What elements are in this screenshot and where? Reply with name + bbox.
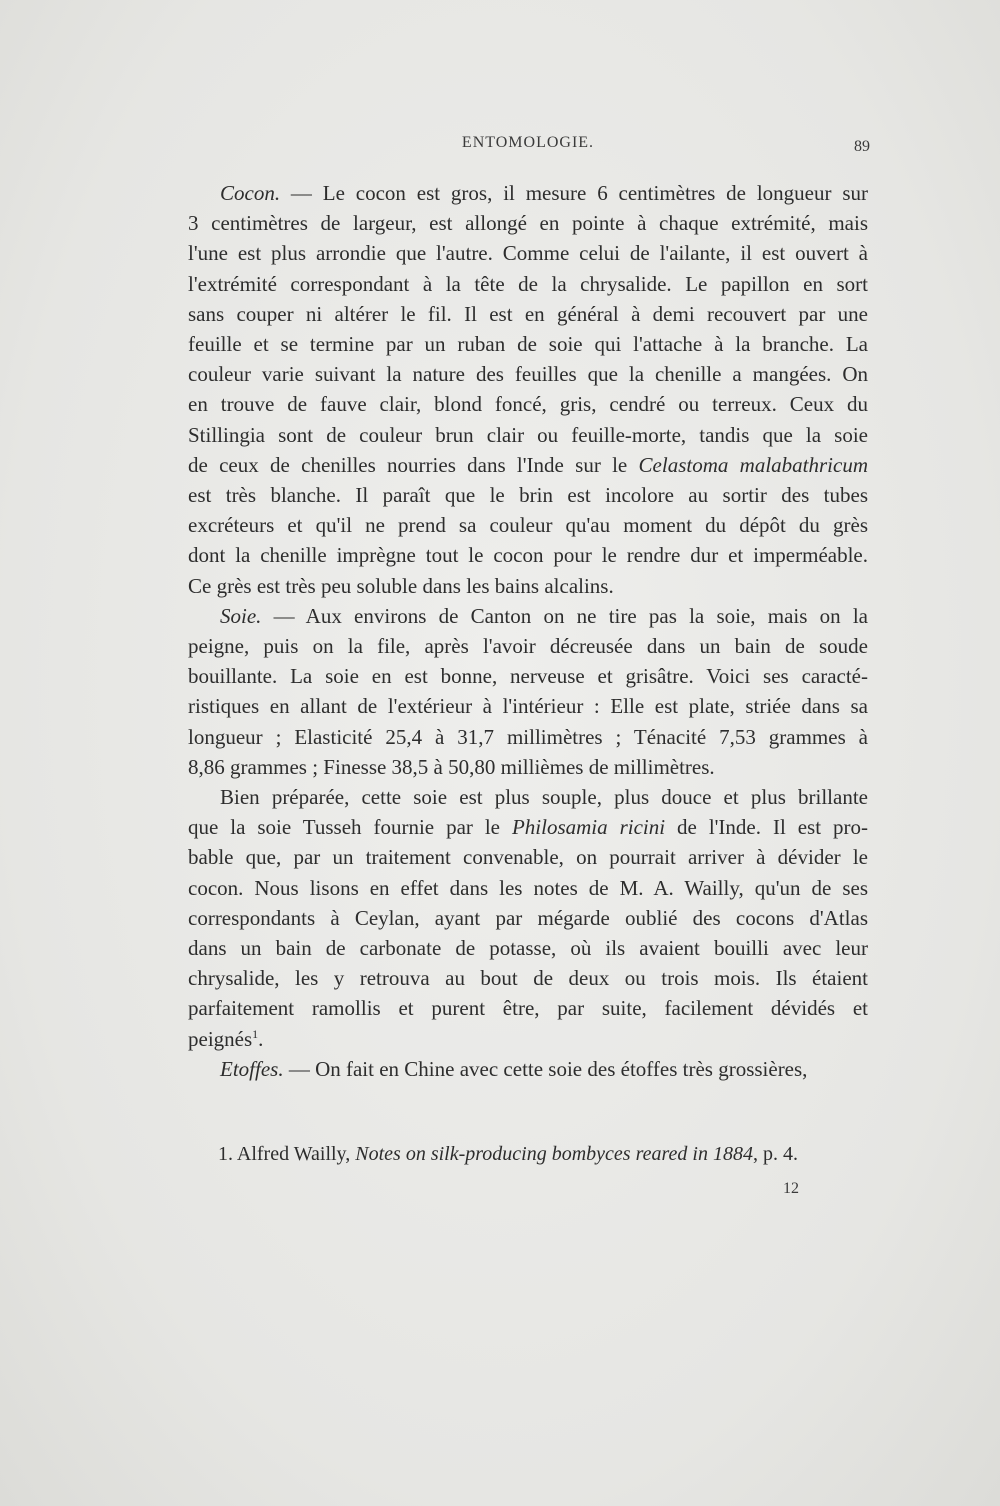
text-line	[188, 1024, 868, 1054]
text-line	[188, 903, 868, 933]
text-run: correspondants à Ceylan, ayant par mégarde oublié des cocons d'Atlas	[188, 905, 868, 930]
text-line	[188, 238, 868, 268]
paragraph	[188, 178, 868, 601]
text-run: en trouve de fauve clair, blond foncé, gris, cendré ou terreux. Ceux du	[188, 392, 868, 417]
text-run: Ce grès est très peu soluble dans les bains alcalins.	[188, 573, 614, 598]
text-line	[188, 601, 868, 631]
text-line	[188, 450, 868, 480]
text-run: de ceux de chenilles nourries dans l'Inde sur le	[188, 452, 639, 477]
text-line	[188, 752, 868, 782]
text-line	[188, 389, 868, 419]
text-run: l'une est plus arrondie que l'autre. Comme celui de l'ailante, il est ouvert à	[188, 241, 868, 266]
text-run: Bien préparée, cette soie est plus souple, plus douce et plus brillante	[220, 785, 868, 810]
text-run: sans couper ni altérer le fil. Il est en général à demi recouvert par une	[188, 301, 868, 326]
text-run: Stillingia sont de couleur brun clair ou feuille-morte, tandis que la soie	[188, 422, 868, 447]
text-line	[188, 420, 868, 450]
text-run: — Aux environs de Canton on ne tire pas la soie, mais on la	[261, 603, 868, 628]
text-run: de l'Inde. Il est pro-	[665, 815, 868, 840]
italic-text: Celastoma malabathricum	[638, 452, 868, 477]
italic-text: Philosamia ricini	[511, 815, 666, 840]
text-run: — Le cocon est gros, il mesure 6 centimètres de longueur sur	[280, 181, 868, 205]
text-run: peignés	[188, 1026, 253, 1051]
text-line	[188, 571, 868, 601]
text-line	[188, 178, 868, 208]
text-run: excréteurs et qu'il ne prend sa couleur qu'au moment du dépôt du grès	[188, 513, 868, 538]
text-run: 1. Alfred Wailly,	[218, 1143, 356, 1165]
text-run: ristiques en allant de l'extérieur à l'intérieur : Elle est plate, striée dans sa	[188, 694, 868, 719]
signature-mark: 12	[783, 1180, 799, 1197]
running-title: ENTOMOLOGIE.	[461, 134, 595, 151]
text-run: cocon. Nous lisons en effet dans les notes de M. A. Wailly, qu'un de ses	[188, 875, 868, 900]
text-run: couleur varie suivant la nature des feuilles que la chenille a mangées. On	[188, 362, 868, 387]
footnote	[218, 1143, 868, 1166]
text-run: est très blanche. Il paraît que le brin est incolore au sortir des tubes	[188, 483, 868, 508]
text-line	[188, 812, 868, 842]
text-line	[188, 842, 868, 872]
text-run: — On fait en Chine avec cette soie des étoffes très grossières,	[283, 1056, 808, 1081]
text-line	[188, 510, 868, 540]
text-line	[188, 782, 868, 812]
page-number: 89	[854, 138, 870, 155]
text-line	[188, 722, 868, 752]
text-line	[188, 329, 868, 359]
text-line	[188, 963, 868, 993]
text-run: l'extrémité correspondant à la tête de la chrysalide. Le papillon en sort	[188, 271, 868, 296]
text-run: chrysalide, les y retrouva au bout de deux ou trois mois. Ils étaient	[188, 966, 868, 991]
text-line	[188, 873, 868, 903]
text-run: peigne, puis on la file, après l'avoir décreusée dans un bain de soude	[188, 634, 868, 659]
text-line	[188, 359, 868, 389]
text-run: dans un bain de carbonate de potasse, où ils avaient bouilli avec leur	[188, 936, 868, 961]
text-line	[188, 299, 868, 329]
text-run: bable que, par un traitement convenable, on pourrait arriver à dévider le	[188, 845, 868, 870]
text-line	[188, 661, 868, 691]
text-run: bouillante. La soie en est bonne, nerveuse et grisâtre. Voici ses caracté-	[188, 664, 868, 689]
text-line	[188, 540, 868, 570]
text-run: dont la chenille imprègne tout le cocon pour le rendre dur et imperméable.	[188, 543, 868, 568]
text-run: que la soie Tusseh fournie par le	[188, 815, 512, 840]
italic-text: Cocon.	[220, 181, 281, 205]
text-line	[188, 631, 868, 661]
body-text	[188, 178, 868, 1084]
paragraph	[188, 782, 868, 1054]
paragraph	[188, 1054, 868, 1084]
text-line	[188, 269, 868, 299]
text-run: feuille et se termine par un ruban de soie qui l'attache à la branche. La	[188, 332, 868, 357]
text-run: 8,86 grammes ; Finesse 38,5 à 50,80 millièmes de millimètres.	[188, 754, 715, 779]
text-line	[188, 480, 868, 510]
text-run: parfaitement ramollis et purent être, par suite, facilement dévidés et	[188, 996, 868, 1021]
italic-text: Etoffes.	[220, 1056, 284, 1081]
paragraph	[188, 601, 868, 782]
text-line	[188, 208, 868, 238]
text-run: , p. 4.	[752, 1143, 798, 1165]
text-line	[188, 1054, 868, 1084]
text-line	[188, 933, 868, 963]
italic-text: Notes on silk-producing bombyces reared in 1884	[355, 1143, 753, 1165]
footnote-reference: 1	[252, 1026, 259, 1041]
text-line	[188, 993, 868, 1023]
text-run: longueur ; Elasticité 25,4 à 31,7 millimètres ; Ténacité 7,53 grammes à	[188, 724, 868, 749]
running-head	[188, 134, 868, 158]
text-run: 3 centimètres de largeur, est allongé en pointe à chaque extrémité, mais	[188, 211, 868, 236]
text-line	[188, 691, 868, 721]
text-run: .	[258, 1026, 264, 1051]
italic-text: Soie.	[220, 603, 262, 628]
